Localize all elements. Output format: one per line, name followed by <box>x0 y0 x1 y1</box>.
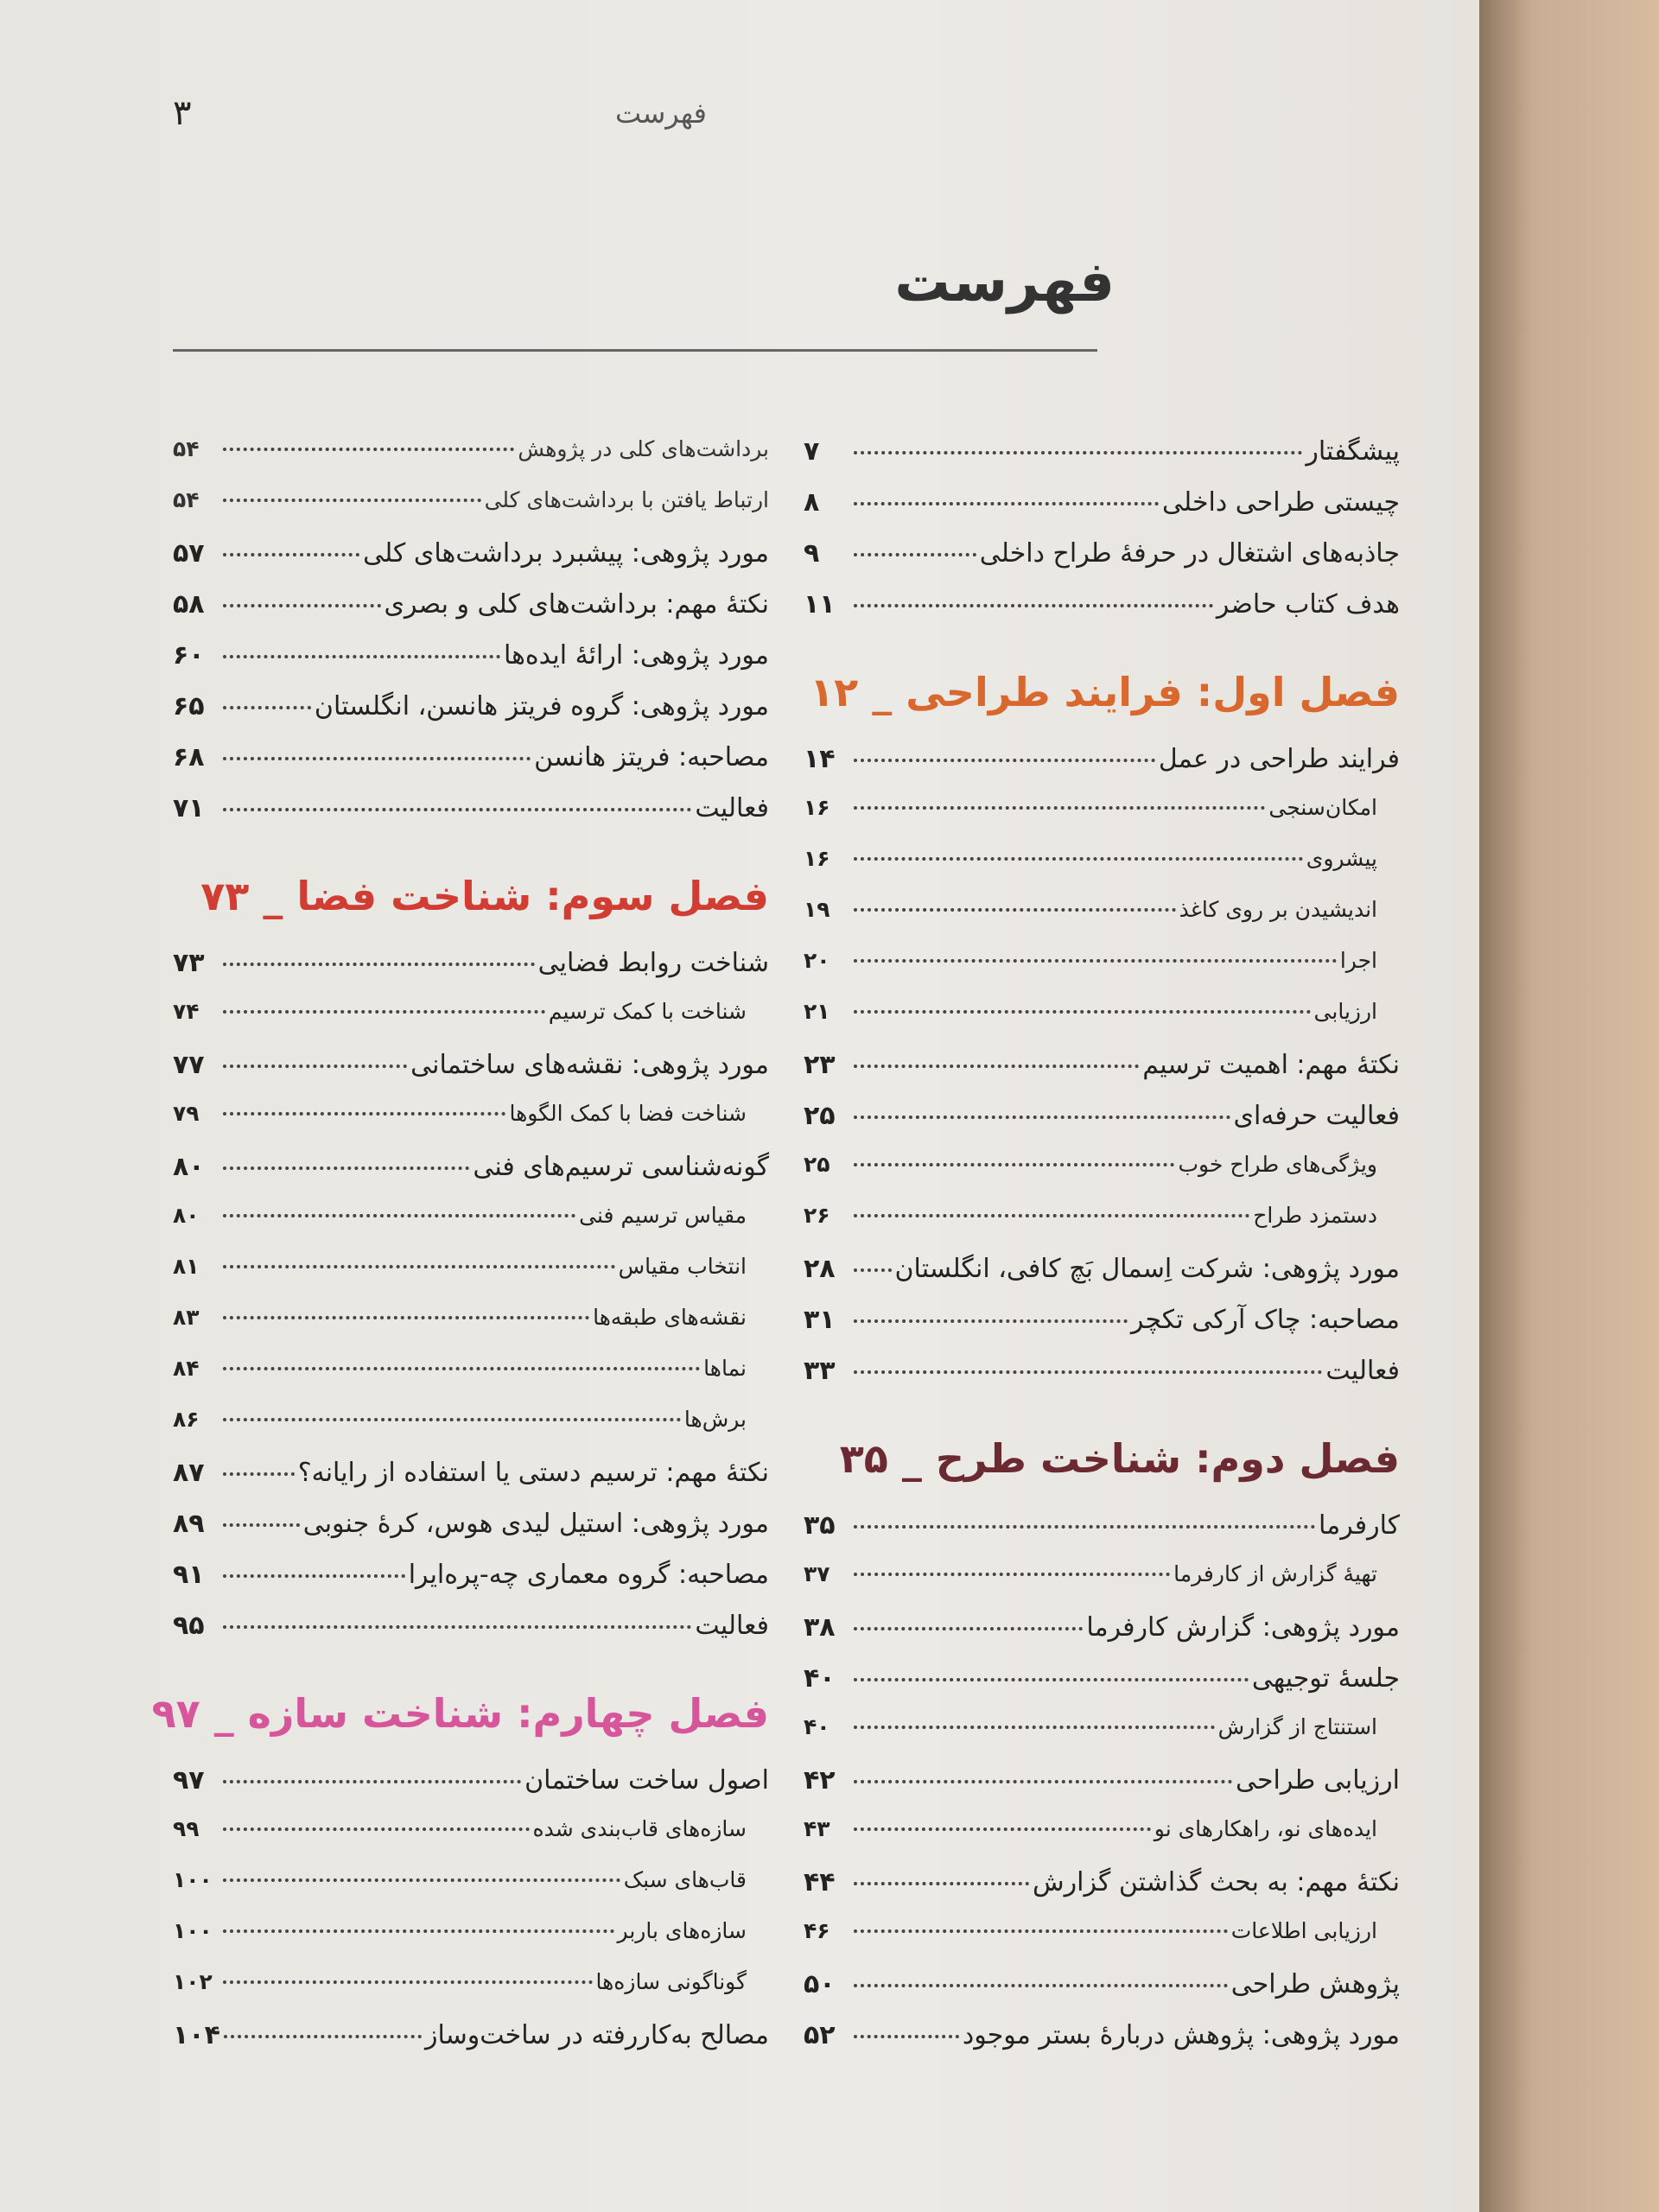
toc-entry-label: مورد پژوهی: پژوهش دربارهٔ بستر موجود <box>962 2020 1400 2050</box>
toc-entry-page: ۷۴ <box>173 999 200 1024</box>
toc-entry-label: اجرا <box>1339 948 1377 973</box>
toc-entry-label: مصاحبه: فریتز هانسن <box>534 742 769 772</box>
toc-entry-page: ۸۴ <box>173 1356 200 1381</box>
toc-entry-label: فعالیت حرفه‌ای <box>1233 1101 1400 1131</box>
leader-dots <box>854 1065 1139 1068</box>
toc-entry-label: قاب‌های سبک <box>623 1867 747 1892</box>
toc-column-right <box>804 436 1400 2071</box>
leader-dots <box>223 1265 615 1268</box>
toc-entry-label: اصول ساخت ساختمان <box>524 1765 769 1796</box>
toc-entry-label: ارزیابی طراحی <box>1235 1765 1400 1796</box>
toc-entry-label: استنتاج از گزارش <box>1217 1714 1377 1739</box>
page-number: ۳ <box>173 93 192 133</box>
toc-entry-page: ۳۷ <box>804 1561 830 1586</box>
toc-entry <box>804 744 1400 795</box>
toc-entry-page: ۸۳ <box>173 1305 200 1330</box>
toc-entry-page: ۹۱ <box>173 1560 205 1590</box>
toc-entry-label: برش‌ها <box>683 1407 747 1432</box>
toc-entry <box>173 1203 769 1254</box>
toc-entry-label: مصاحبه: چاک آرکی تکچر <box>1130 1305 1400 1335</box>
leader-dots <box>854 908 1176 912</box>
toc-entry-label: جلسهٔ توجیهی <box>1251 1663 1400 1694</box>
toc-entry-page: ۳۱ <box>804 1305 836 1335</box>
leader-dots <box>854 1116 1230 1119</box>
leader-dots <box>854 1010 1311 1014</box>
toc-entry-page: ۸ <box>804 487 820 518</box>
toc-entry-label: جاذبه‌های اشتغال در حرفهٔ طراح داخلی <box>979 538 1400 569</box>
toc-entry-label: گوناگونی سازه‌ها <box>595 1969 747 1994</box>
toc-entry <box>804 795 1400 846</box>
toc-entry <box>173 538 769 589</box>
title-divider <box>173 349 1097 352</box>
toc-entry <box>804 487 1400 538</box>
toc-entry <box>173 793 769 844</box>
toc-entry-page: ۱۰۲ <box>173 1969 213 1994</box>
leader-dots <box>223 1367 700 1370</box>
toc-entry <box>173 1816 769 1867</box>
toc-entry-page: ۳۳ <box>804 1356 836 1386</box>
toc-entry-label: چیستی طراحی داخلی <box>1162 487 1400 518</box>
toc-entry <box>173 1867 769 1918</box>
toc-entry-page: ۶۰ <box>173 640 205 671</box>
toc-entry-label: ویژگی‌های طراح خوب <box>1178 1152 1377 1177</box>
toc-entry-page: ۸۷ <box>173 1458 205 1488</box>
toc-entry-label: مصالح به‌کاررفته در ساخت‌وساز <box>424 2020 769 2050</box>
leader-dots <box>223 1418 681 1421</box>
toc-entry-page: ۷۳ <box>173 948 205 978</box>
toc-entry-page: ۷ <box>804 436 820 467</box>
toc-entry-page: ۲۵ <box>804 1152 830 1177</box>
toc-entry <box>173 1254 769 1305</box>
toc-entry-label: پژوهش طراحی <box>1230 1969 1400 1999</box>
leader-dots <box>223 1827 530 1831</box>
toc-entry-label: برداشت‌های کلی در پژوهش <box>518 436 769 461</box>
toc-entry-label: اندیشیدن بر روی کاغذ <box>1179 897 1377 922</box>
toc-entry-page: ۸۰ <box>173 1152 205 1182</box>
toc-entry <box>173 948 769 999</box>
toc-entry <box>173 1407 769 1458</box>
toc-entry-label: کارفرما <box>1318 1510 1400 1541</box>
leader-dots <box>223 1980 593 1984</box>
toc-entry <box>804 1356 1400 1407</box>
toc-entry <box>173 1509 769 1560</box>
leader-dots <box>223 1316 589 1319</box>
leader-dots <box>854 1319 1128 1323</box>
leader-dots <box>854 1984 1228 1987</box>
leader-dots <box>223 963 535 966</box>
toc-entry-page: ۴۳ <box>804 1816 830 1841</box>
toc-entry-page: ۱۱ <box>804 589 836 620</box>
toc-entry-label: مورد پژوهی: گروه فریتز هانسن، انگلستان <box>314 691 769 721</box>
leader-dots <box>854 553 976 556</box>
toc-entry <box>804 897 1400 948</box>
toc-entry <box>804 999 1400 1050</box>
leader-dots <box>223 1065 407 1068</box>
toc-entry <box>173 589 769 640</box>
toc-entry <box>173 436 769 487</box>
toc-entry-page: ۹۷ <box>173 1765 205 1796</box>
toc-entry-label: دستمزد طراح <box>1253 1203 1377 1228</box>
toc-entry <box>173 1305 769 1356</box>
toc-entry-label: انتخاب مقیاس <box>618 1254 747 1279</box>
leader-dots <box>854 1678 1249 1681</box>
leader-dots <box>223 499 481 502</box>
toc-entry-page: ۸۱ <box>173 1254 200 1279</box>
toc-entry-page: ۳۵ <box>804 1510 836 1541</box>
leader-dots <box>223 655 500 658</box>
toc-entry <box>804 1969 1400 2020</box>
toc-entry-page: ۵۴ <box>173 487 200 512</box>
chapter-2-heading: فصل دوم: شناخت طرح _ ۳۵ <box>839 1435 1400 1482</box>
toc-entry-label: نکتهٔ مهم: برداشت‌های کلی و بصری <box>384 589 769 620</box>
toc-entry-label: سازه‌های باربر <box>617 1918 747 1943</box>
toc-entry-page: ۳۸ <box>804 1612 836 1643</box>
leader-dots <box>854 806 1265 810</box>
chapter-1-heading: فصل اول: فرایند طراحی _ ۱۲ <box>810 669 1400 715</box>
toc-entry <box>804 1203 1400 1254</box>
page-title: فهرست <box>894 251 1115 315</box>
toc-entry-page: ۹۹ <box>173 1816 200 1841</box>
toc-entry-page: ۵۰ <box>804 1969 836 1999</box>
leader-dots <box>854 1726 1215 1729</box>
toc-entry-page: ۵۷ <box>173 538 205 569</box>
leader-dots <box>223 1929 614 1933</box>
leader-dots <box>223 1780 521 1783</box>
toc-entry-page: ۱۰۴ <box>173 2020 220 2050</box>
toc-entry-label: نکتهٔ مهم: اهمیت ترسیم <box>1142 1050 1400 1080</box>
leader-dots <box>854 2035 959 2038</box>
toc-entry-label: نقشه‌های طبقه‌ها <box>593 1305 747 1330</box>
toc-entry-label: شناخت با کمک ترسیم <box>548 999 747 1024</box>
toc-entry <box>804 1714 1400 1765</box>
toc-entry <box>804 1816 1400 1867</box>
leader-dots <box>223 1625 691 1629</box>
leader-dots <box>854 1627 1083 1630</box>
leader-dots <box>854 1268 892 1272</box>
leader-dots <box>224 2035 422 2038</box>
toc-entry-page: ۸۶ <box>173 1407 200 1432</box>
toc-entry <box>804 1254 1400 1305</box>
chapter-4-heading: فصل چهارم: شناخت سازه _ ۹۷ <box>151 1690 769 1737</box>
toc-entry-page: ۸۰ <box>173 1203 200 1228</box>
toc-entry <box>173 1050 769 1101</box>
toc-entry-page: ۴۲ <box>804 1765 836 1796</box>
leader-dots <box>223 757 531 760</box>
leader-dots <box>223 604 381 607</box>
leader-dots <box>854 1827 1151 1831</box>
toc-entry-page: ۱۴ <box>804 744 836 774</box>
toc-entry-page: ۷۷ <box>173 1050 205 1080</box>
toc-entry-page: ۵۴ <box>173 436 200 461</box>
leader-dots <box>223 553 359 556</box>
toc-entry-page: ۹ <box>804 538 820 569</box>
leader-dots <box>854 604 1213 607</box>
toc-entry-label: مورد پژوهی: نقشه‌های ساختمانی <box>410 1050 769 1080</box>
toc-entry-page: ۵۲ <box>804 2020 836 2050</box>
leader-dots <box>854 1882 1029 1885</box>
toc-entry-label: مورد پژوهی: ارائهٔ ایده‌ها <box>503 640 769 671</box>
leader-dots <box>854 1214 1249 1217</box>
leader-dots <box>854 502 1159 505</box>
toc-entry <box>173 742 769 793</box>
leader-dots <box>223 1523 300 1527</box>
toc-entry <box>804 1101 1400 1152</box>
toc-entry <box>173 1458 769 1509</box>
toc-entry <box>804 948 1400 999</box>
toc-entry-label: مقیاس ترسیم فنی <box>579 1203 747 1228</box>
toc-entry <box>173 1969 769 2020</box>
leader-dots <box>854 451 1302 454</box>
toc-entry-label: مورد پژوهی: استیل لیدی هوس، کرهٔ جنوبی <box>302 1509 769 1539</box>
toc-entry-label: نکتهٔ مهم: ترسیم دستی یا استفاده از رایانه؟ <box>297 1458 769 1488</box>
leader-dots <box>854 1525 1315 1529</box>
toc-entry <box>804 538 1400 589</box>
toc-entry <box>173 999 769 1050</box>
toc-entry <box>804 1765 1400 1816</box>
toc-entry <box>804 1918 1400 1969</box>
toc-entry <box>173 1560 769 1611</box>
leader-dots <box>854 959 1337 963</box>
toc-entry-page: ۲۱ <box>804 999 830 1024</box>
toc-entry-label: ارتباط یافتن با برداشت‌های کلی <box>484 487 769 512</box>
leader-dots <box>223 1878 620 1882</box>
toc-entry-page: ۹۵ <box>173 1611 205 1641</box>
leader-dots <box>854 857 1303 861</box>
toc-entry-label: فرایند طراحی در عمل <box>1158 744 1400 774</box>
toc-entry <box>173 1101 769 1152</box>
toc-entry-label: فعالیت <box>1325 1356 1400 1386</box>
toc-entry-label: پیشگفتار <box>1306 436 1400 467</box>
leader-dots <box>854 1163 1174 1166</box>
toc-entry-label: مورد پژوهی: پیشبرد برداشت‌های کلی <box>363 538 769 569</box>
toc-entry-label: مصاحبه: گروه معماری چه-پره‌ایرا <box>408 1560 769 1590</box>
toc-entry-page: ۲۸ <box>804 1254 836 1284</box>
toc-entry <box>804 1152 1400 1203</box>
toc-entry-label: ارزیابی اطلاعات <box>1230 1918 1377 1943</box>
toc-entry-page: ۲۵ <box>804 1101 836 1131</box>
leader-dots <box>854 1780 1232 1783</box>
toc-entry-page: ۷۱ <box>173 793 205 823</box>
toc-entry-label: فعالیت <box>695 793 769 823</box>
leader-dots <box>223 1472 295 1476</box>
toc-entry <box>173 1918 769 1969</box>
toc-entry-label: هدف کتاب حاضر <box>1216 589 1400 620</box>
toc-entry <box>804 589 1400 640</box>
toc-entry-label: امکان‌سنجی <box>1268 795 1377 820</box>
toc-entry-label: سازه‌های قاب‌بندی شده <box>532 1816 747 1841</box>
toc-entry-page: ۱۹ <box>804 897 830 922</box>
toc-entry <box>173 691 769 742</box>
toc-entry-label: تهیهٔ گزارش از کارفرما <box>1173 1561 1377 1586</box>
running-head: فهرست <box>615 97 707 130</box>
toc-entry-label: شناخت روابط فضایی <box>537 948 769 978</box>
toc-entry <box>804 846 1400 897</box>
leader-dots <box>223 1010 545 1014</box>
leader-dots <box>223 808 691 811</box>
toc-entry-label: نکتهٔ مهم: به بحث گذاشتن گزارش <box>1033 1867 1400 1897</box>
toc-entry-page: ۲۳ <box>804 1050 836 1080</box>
toc-entry-page: ۶۵ <box>173 691 205 721</box>
toc-entry <box>804 1561 1400 1612</box>
toc-entry <box>173 2020 769 2071</box>
toc-entry <box>804 1663 1400 1714</box>
toc-entry-page: ۱۶ <box>804 795 830 820</box>
toc-entry-page: ۵۸ <box>173 589 205 620</box>
toc-entry <box>173 1152 769 1203</box>
toc-entry-page: ۲۶ <box>804 1203 830 1228</box>
leader-dots <box>854 1370 1322 1374</box>
toc-entry-page: ۲۰ <box>804 948 830 973</box>
toc-entry-label: نماها <box>703 1356 747 1381</box>
leader-dots <box>854 1929 1228 1933</box>
book-edge <box>1479 0 1659 2212</box>
toc-entry <box>804 1305 1400 1356</box>
toc-entry <box>804 1867 1400 1918</box>
leader-dots <box>223 1112 505 1116</box>
toc-entry-page: ۴۰ <box>804 1663 836 1694</box>
toc-entry <box>173 1356 769 1407</box>
toc-entry-page: ۷۹ <box>173 1101 200 1126</box>
toc-entry-label: پیشروی <box>1306 846 1377 871</box>
toc-entry-label: ایده‌های نو، راهکارهای نو <box>1154 1816 1377 1841</box>
toc-entry <box>804 1612 1400 1663</box>
leader-dots <box>223 1214 575 1217</box>
toc-entry <box>804 436 1400 487</box>
toc-entry-page: ۴۴ <box>804 1867 836 1897</box>
toc-entry-page: ۴۰ <box>804 1714 830 1739</box>
leader-dots <box>223 706 311 709</box>
leader-dots <box>223 448 514 451</box>
toc-entry <box>804 1050 1400 1101</box>
toc-entry-page: ۸۹ <box>173 1509 205 1539</box>
toc-column-left <box>151 436 769 2071</box>
toc-entry-label: گونه‌شناسی ترسیم‌های فنی <box>473 1152 769 1182</box>
leader-dots <box>854 759 1155 762</box>
toc-entry <box>173 1611 769 1662</box>
toc-entry-page: ۱۰۰ <box>173 1918 213 1943</box>
toc-entry-page: ۱۶ <box>804 846 830 871</box>
leader-dots <box>223 1574 405 1578</box>
toc-entry <box>804 1510 1400 1561</box>
toc-entry-page: ۱۰۰ <box>173 1867 213 1892</box>
toc-entry-label: مورد پژوهی: گزارش کارفرما <box>1086 1612 1400 1643</box>
toc-entry-page: ۶۸ <box>173 742 205 772</box>
toc-entry <box>173 1765 769 1816</box>
toc-entry-label: فعالیت <box>695 1611 769 1641</box>
toc-entry <box>173 640 769 691</box>
toc-entry-page: ۴۶ <box>804 1918 830 1943</box>
toc-entry-label: مورد پژوهی: شرکت اِسمال بَچ کافی، انگلستان <box>894 1254 1400 1284</box>
leader-dots <box>223 1166 469 1170</box>
leader-dots <box>854 1573 1170 1576</box>
toc-entry-label: شناخت فضا با کمک الگوها <box>509 1101 747 1126</box>
chapter-3-heading: فصل سوم: شناخت فضا _ ۷۳ <box>200 873 769 919</box>
toc-entry <box>173 487 769 538</box>
toc-entry-label: ارزیابی <box>1313 999 1377 1024</box>
toc-entry <box>804 2020 1400 2071</box>
